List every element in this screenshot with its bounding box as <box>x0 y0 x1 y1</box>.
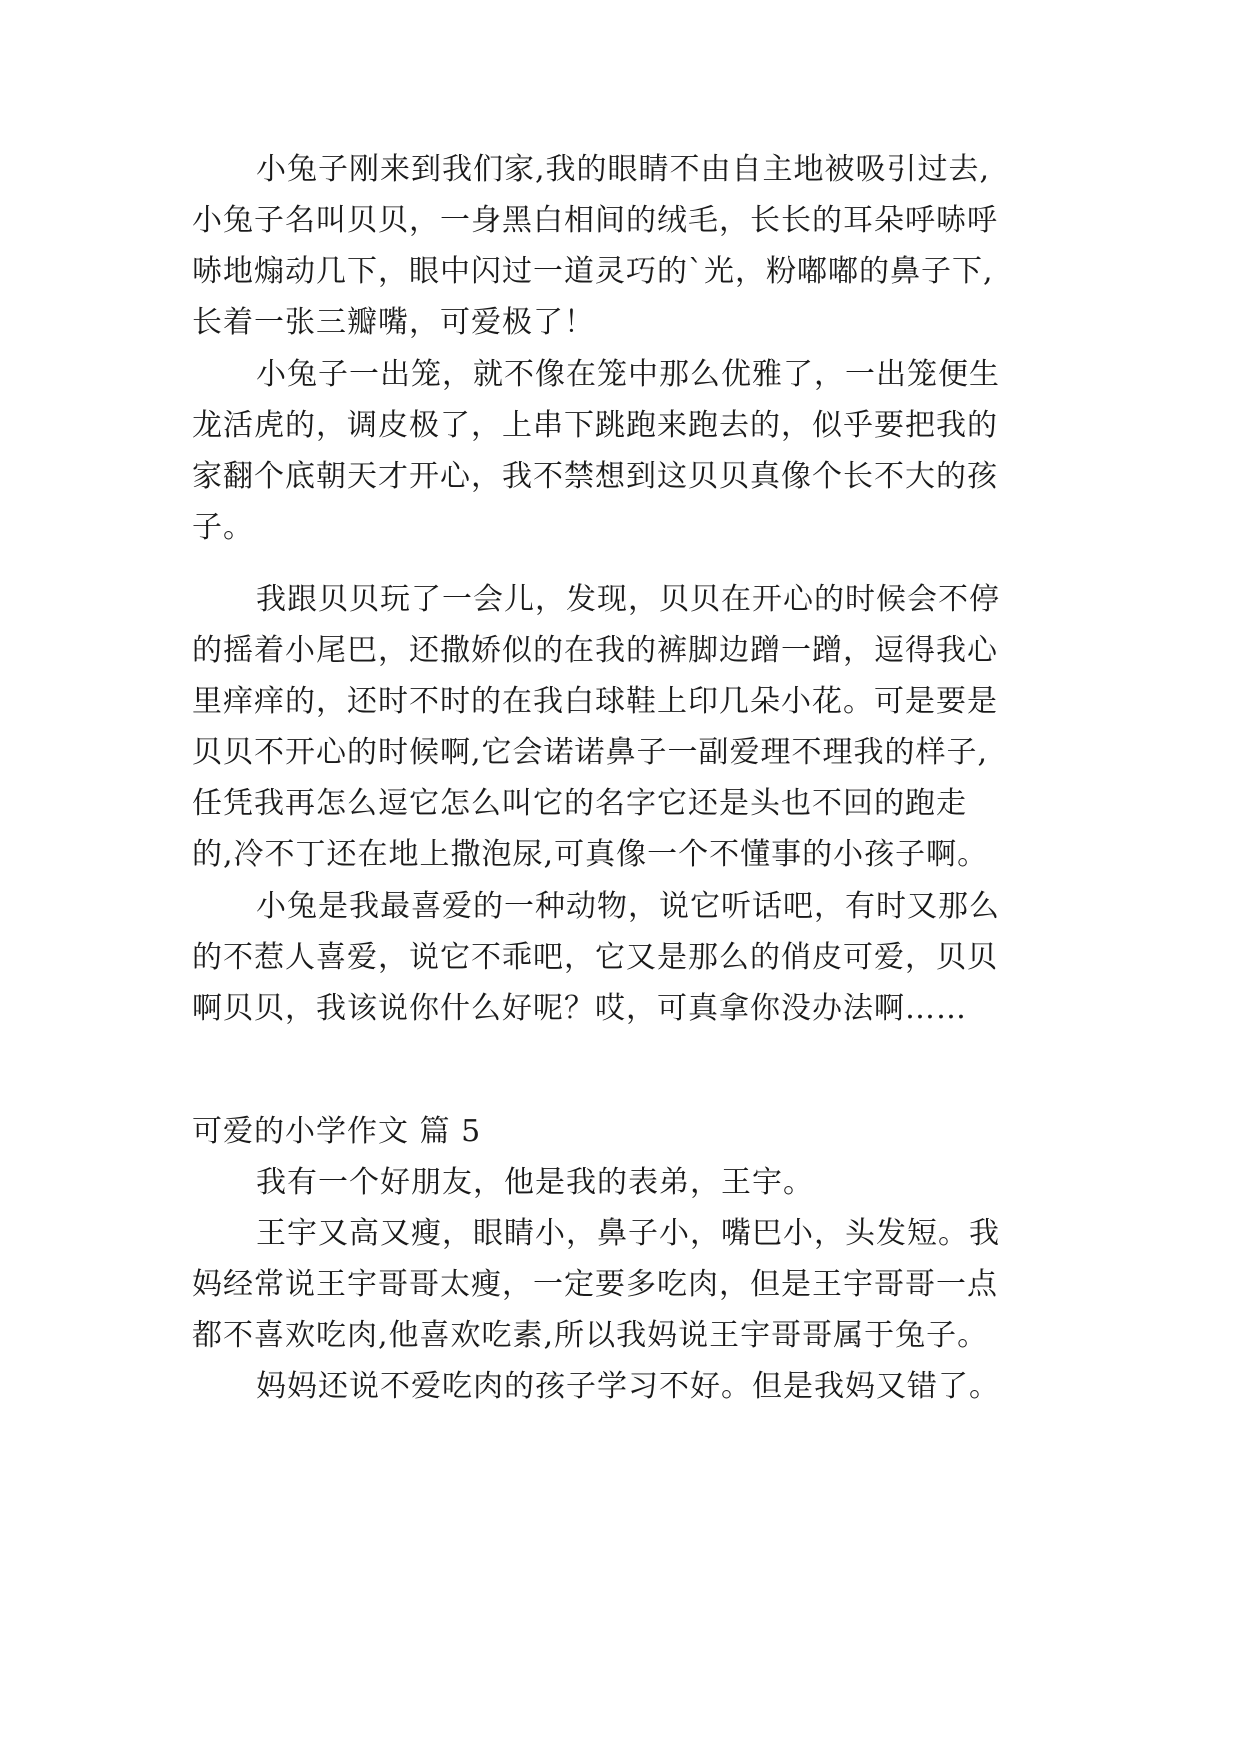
paragraph-3-line-1: 我跟贝贝玩了一会儿，发现，贝贝在开心的时候会不停 <box>256 582 1000 617</box>
paragraph-2-line-4: 子。 <box>192 510 254 545</box>
paragraph-1-line-4: 长着一张三瓣嘴，可爱极了！ <box>192 305 595 340</box>
section-paragraph-2-line-3: 都不喜欢吃肉,他喜欢吃素,所以我妈说王宇哥哥属于兔子。 <box>192 1318 989 1353</box>
paragraph-3-line-6: 的,冷不丁还在地上撒泡尿,可真像一个不懂事的小孩子啊。 <box>192 837 989 872</box>
paragraph-3-line-5: 任凭我再怎么逗它怎么叫它的名字它还是头也不回的跑走 <box>192 786 967 821</box>
paragraph-2-line-3: 家翻个底朝天才开心，我不禁想到这贝贝真像个长不大的孩 <box>192 459 998 494</box>
paragraph-1-line-1: 小兔子刚来到我们家,我的眼睛不由自主地被吸引过去, <box>256 152 991 187</box>
section-paragraph-3-line-1: 妈妈还说不爱吃肉的孩子学习不好。但是我妈又错了。 <box>256 1369 1000 1404</box>
paragraph-3-line-4: 贝贝不开心的时候啊,它会诺诺鼻子一副爱理不理我的样子, <box>192 735 989 770</box>
section-paragraph-1-line-1: 我有一个好朋友，他是我的表弟，王宇。 <box>256 1165 814 1200</box>
paragraph-3-line-2: 的摇着小尾巴，还撒娇似的在我的裤脚边蹭一蹭，逗得我心 <box>192 633 998 668</box>
paragraph-3-line-3: 里痒痒的，还时不时的在我白球鞋上印几朵小花。可是要是 <box>192 684 998 719</box>
paragraph-1-line-2: 小兔子名叫贝贝，一身黑白相间的绒毛，长长的耳朵呼哧呼 <box>192 203 998 238</box>
section-paragraph-2-line-1: 王宇又高又瘦，眼睛小，鼻子小，嘴巴小，头发短。我 <box>256 1216 1000 1251</box>
paragraph-4-line-1: 小兔是我最喜爱的一种动物，说它听话吧，有时又那么 <box>256 889 1000 924</box>
paragraph-4-line-3: 啊贝贝，我该说你什么好呢？哎，可真拿你没办法啊…… <box>192 991 967 1026</box>
paragraph-2-line-2: 龙活虎的，调皮极了，上串下跳跑来跑去的，似乎要把我的 <box>192 408 998 443</box>
section-heading: 可爱的小学作文 篇 5 <box>192 1114 482 1149</box>
paragraph-4-line-2: 的不惹人喜爱，说它不乖吧，它又是那么的俏皮可爱，贝贝 <box>192 940 998 975</box>
paragraph-2-line-1: 小兔子一出笼，就不像在笼中那么优雅了，一出笼便生 <box>256 357 1000 392</box>
section-paragraph-2-line-2: 妈经常说王宇哥哥太瘦，一定要多吃肉，但是王宇哥哥一点 <box>192 1267 998 1302</box>
paragraph-1-line-3: 哧地煽动几下，眼中闪过一道灵巧的`光，粉嘟嘟的鼻子下, <box>192 254 994 289</box>
